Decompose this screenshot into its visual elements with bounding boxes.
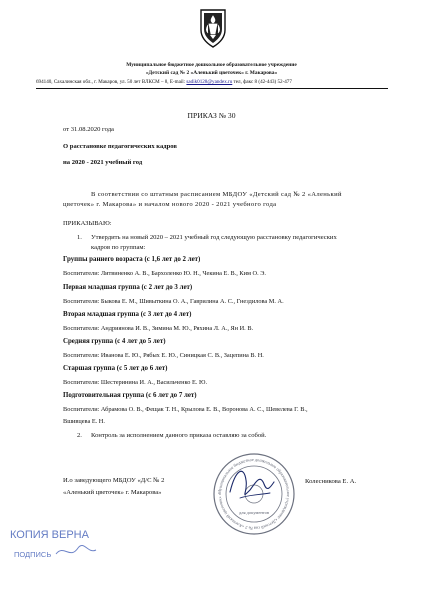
- order-subject-line1: О расстановке педагогических кадров: [63, 143, 177, 150]
- group-educators: Воспитатели: Иванова Е. Ю., Рябых Е. Ю., Синицкая С. В., Зацепина В. Н.: [63, 352, 264, 359]
- group-educators: Воспитатели: Быкова Е. М., Шивыткина О. А., Гаврилина А. С., Гнездилова М. А.: [63, 298, 284, 305]
- handwritten-signature: [226, 462, 278, 508]
- item1-number: 1.: [77, 234, 82, 241]
- order-title: ПРИКАЗ № 30: [187, 111, 236, 120]
- order-subject-line2: на 2020 - 2021 учебный год: [63, 159, 143, 166]
- coat-of-arms-icon: [198, 8, 228, 48]
- group-educators: Вшивцева Е. Н.: [63, 418, 105, 425]
- order-date: от 31.08.2020 года: [63, 126, 114, 133]
- group-heading: Старшая группа (с 5 лет до 6 лет): [63, 365, 168, 372]
- signatory-name: Колесникова Е. А.: [305, 478, 357, 485]
- group-educators: Воспитатели: Абрамова О. В., Фещак Т. Н., Крылова Е. В., Воронова А. С., Шевелева Г. В.,: [63, 406, 308, 413]
- round-stamp-text: Муниципальное бюджетное дошкольное образовательное учреждение «Детский сад № 2 «Аленький цветочек» г: [216, 456, 292, 532]
- header-divider: [36, 88, 388, 89]
- round-stamp-center: для документов: [238, 510, 270, 515]
- group-heading: Подготовительная группа (с 6 лет до 7 лет): [63, 392, 197, 399]
- group-heading: Группы раннего возраста (с 1,6 лет до 2 лет): [63, 256, 201, 263]
- org-name-line1: Муниципальное бюджетное дошкольное образовательное учреждение: [126, 62, 297, 68]
- preamble-line1: В соответствии со штатным расписанием МБДОУ «Детский сад № 2 «Аленький: [91, 191, 342, 198]
- item2-text: Контроль за исполнением данного приказа оставляю за собой.: [91, 432, 267, 439]
- item1-line2: кадров по группам:: [91, 244, 146, 251]
- org-email-link[interactable]: sadik0128@yandex.ru: [186, 79, 233, 85]
- group-educators: Воспитатели: Шестеринина И. А., Васильченко Е. Ю.: [63, 379, 208, 386]
- item1-line1: Утвердить на новый 2020 – 2021 учебный год следующую расстановку педагогических: [91, 234, 337, 241]
- copy-stamp-line2: ПОДПИСЬ: [14, 550, 52, 559]
- group-heading: Первая младшая группа (с 2 лет до 3 лет): [63, 284, 193, 291]
- item2-number: 2.: [77, 432, 82, 439]
- org-name-line2: «Детский сад № 2 «Аленький цветочек» г. Макарова»: [145, 70, 278, 76]
- group-heading: Вторая младшая группа (с 3 лет до 4 лет): [63, 311, 192, 318]
- signatory-position-line1: И.о заведующего МБДОУ «Д/С № 2: [63, 477, 165, 484]
- copy-stamp-line1: КОПИЯ ВЕРНА: [10, 529, 89, 541]
- group-heading: Средняя группа (с 4 лет до 5 лет): [63, 338, 166, 345]
- signatory-position-line2: «Аленький цветочек» г. Макарова»: [63, 489, 162, 496]
- org-address-line: 694140, Сахалинская обл., г. Макаров, ул. 50 лет ВЛКСМ – 8, E-mail: sadik0128@yandex.ru тел, факс 8 (42-443) 52-477: [36, 79, 292, 85]
- group-educators: Воспитатели: Литвиненко А. В., Бархоленко Ю. Н., Чекина Е. В., Ким О. Э.: [63, 270, 266, 277]
- preamble-line2: цветочек» г. Макарова» и началом нового 2020 - 2021 учебного года: [63, 201, 277, 208]
- copy-stamp: [4, 520, 108, 584]
- order-word: ПРИКАЗЫВАЮ:: [63, 220, 112, 227]
- group-educators: Воспитатели: Андриянова И. В., Зимина М. Ю., Ряхина Л. А., Ян И. В.: [63, 325, 254, 332]
